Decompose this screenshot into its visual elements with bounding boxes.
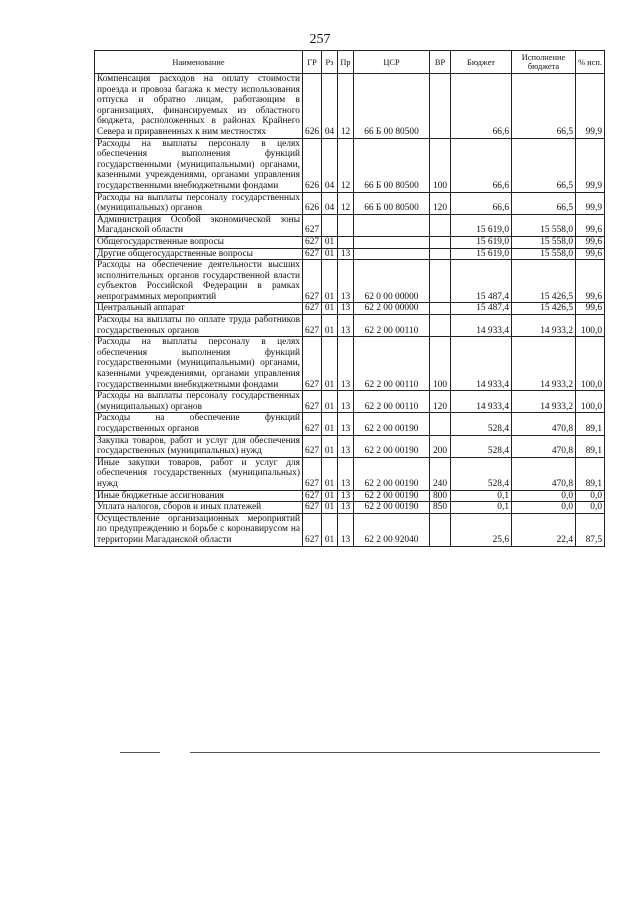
budget-execution-table [94,50,605,547]
cell-csr: 62 2 00 00110 [354,315,430,337]
cell-csr: 66 Б 00 80500 [354,192,430,214]
cell-vr [430,315,451,337]
table-row [95,248,605,260]
cell-csr: 62 2 00 00110 [354,337,430,391]
cell-gr: 627 [303,413,322,435]
cell-csr: 62 2 00 00190 [354,502,430,514]
cell-gr: 627 [303,490,322,502]
cell-name: Общегосударственные вопросы [95,236,303,248]
footer-divider-gap [160,752,190,753]
cell-percent: 87,5 [576,513,605,546]
cell-budget: 528,4 [451,457,512,490]
cell-rz: 01 [322,391,338,413]
table-row [95,513,605,546]
cell-gr: 627 [303,502,322,514]
header-rz: Рз [322,51,338,74]
cell-execution: 14 933,2 [512,337,576,391]
cell-rz: 01 [322,337,338,391]
cell-vr: 120 [430,391,451,413]
cell-percent: 89,1 [576,413,605,435]
header-budget: Бюджет [451,51,512,74]
cell-name: Расходы на выплаты персоналу в целях обеспечения выполнения функций государственными (муниципальными) органами, казенными учреждениями, органами управления государственными внебюджетными фондами [95,337,303,391]
table-row [95,457,605,490]
cell-csr: 62 2 00 00190 [354,490,430,502]
cell-name: Администрация Особой экономической зоны Магаданской области [95,214,303,236]
cell-budget: 14 933,4 [451,337,512,391]
cell-execution: 15 426,5 [512,303,576,315]
cell-gr: 627 [303,337,322,391]
cell-pr: 13 [338,260,354,303]
cell-pr: 12 [338,74,354,139]
cell-gr: 627 [303,457,322,490]
table-row [95,413,605,435]
cell-budget: 15 619,0 [451,236,512,248]
cell-execution: 470,8 [512,457,576,490]
header-row [95,51,605,74]
cell-pr [338,236,354,248]
cell-execution: 470,8 [512,435,576,457]
cell-percent: 99,9 [576,138,605,192]
cell-gr: 626 [303,192,322,214]
cell-budget: 0,1 [451,502,512,514]
cell-name: Расходы на выплаты персоналу государственных (муниципальных) органов [95,192,303,214]
cell-name: Осуществление организационных мероприятий по предупреждению и борьбе с коронавирусом на территории Магаданской области [95,513,303,546]
cell-execution: 0,0 [512,490,576,502]
cell-budget: 14 933,4 [451,315,512,337]
header-vr: ВР [430,51,451,74]
cell-name: Расходы на выплаты персоналу государственных (муниципальных) органов [95,391,303,413]
cell-rz: 01 [322,413,338,435]
cell-gr: 627 [303,214,322,236]
header-csr: ЦСР [354,51,430,74]
cell-name: Закупка товаров, работ и услуг для обеспечения государственных (муниципальных) нужд [95,435,303,457]
table-row [95,260,605,303]
cell-name: Компенсация расходов на оплату стоимости проезда и провоза багажа к месту использования отпуска и обратно лицам, работающим в организациях, финансируемых из областного бюджета, расположенных в районах Крайнего Севера и приравненных к ним местностях [95,74,303,139]
cell-csr: 62 2 00 00190 [354,457,430,490]
cell-gr: 627 [303,303,322,315]
cell-csr [354,236,430,248]
cell-percent: 100,0 [576,337,605,391]
cell-vr: 100 [430,138,451,192]
header-name: Наименование [95,51,303,74]
cell-budget: 15 487,4 [451,260,512,303]
cell-percent: 99,6 [576,236,605,248]
table-row [95,236,605,248]
cell-rz: 01 [322,315,338,337]
cell-pr: 13 [338,457,354,490]
cell-csr: 62 0 00 00000 [354,260,430,303]
cell-csr: 62 2 00 00000 [354,303,430,315]
cell-pr: 13 [338,315,354,337]
cell-percent: 89,1 [576,457,605,490]
cell-percent: 99,9 [576,74,605,139]
table-body [95,74,605,547]
cell-pr: 13 [338,413,354,435]
cell-csr [354,248,430,260]
cell-execution: 15 558,0 [512,248,576,260]
cell-budget: 15 619,0 [451,248,512,260]
cell-vr [430,513,451,546]
cell-execution: 15 426,5 [512,260,576,303]
cell-percent: 99,6 [576,303,605,315]
cell-vr [430,248,451,260]
table-row [95,490,605,502]
cell-gr: 627 [303,315,322,337]
cell-vr: 800 [430,490,451,502]
cell-budget: 15 487,4 [451,303,512,315]
cell-execution: 0,0 [512,502,576,514]
cell-budget: 66,6 [451,192,512,214]
cell-percent: 89,1 [576,435,605,457]
table-row [95,502,605,514]
cell-gr: 627 [303,513,322,546]
cell-csr: 62 2 00 00110 [354,391,430,413]
footer-divider [120,752,600,753]
cell-pr: 13 [338,435,354,457]
header-gr: ГР [303,51,322,74]
cell-csr: 62 2 00 92040 [354,513,430,546]
cell-budget: 25,6 [451,513,512,546]
table-row [95,74,605,139]
cell-rz: 01 [322,513,338,546]
cell-gr: 627 [303,236,322,248]
cell-rz: 01 [322,236,338,248]
cell-execution: 15 558,0 [512,236,576,248]
cell-pr: 12 [338,138,354,192]
cell-name: Иные закупки товаров, работ и услуг для обеспечения государственных (муниципальных) нужд [95,457,303,490]
cell-percent: 100,0 [576,391,605,413]
cell-budget: 66,6 [451,138,512,192]
cell-execution: 66,5 [512,192,576,214]
cell-percent: 99,9 [576,192,605,214]
cell-csr: 66 Б 00 80500 [354,74,430,139]
cell-vr [430,303,451,315]
cell-percent: 99,6 [576,214,605,236]
cell-vr: 240 [430,457,451,490]
cell-pr: 13 [338,513,354,546]
cell-rz: 01 [322,502,338,514]
cell-rz [322,214,338,236]
table-row [95,192,605,214]
page-number: 257 [309,32,331,47]
table-row [95,138,605,192]
cell-percent: 0,0 [576,502,605,514]
cell-gr: 626 [303,138,322,192]
cell-rz: 01 [322,457,338,490]
cell-execution: 66,5 [512,138,576,192]
cell-budget: 528,4 [451,413,512,435]
header-pr: Пр [338,51,354,74]
table-row [95,337,605,391]
cell-execution: 15 558,0 [512,214,576,236]
cell-csr: 62 2 00 00190 [354,435,430,457]
cell-execution: 14 933,2 [512,315,576,337]
cell-pr: 13 [338,303,354,315]
table-row [95,435,605,457]
cell-budget: 14 933,4 [451,391,512,413]
cell-name: Расходы на обеспечение деятельности высших исполнительных органов государственной власти субъектов Российской Федерации в рамках непрограммных мероприятий [95,260,303,303]
cell-pr: 13 [338,248,354,260]
cell-vr: 100 [430,337,451,391]
cell-budget: 528,4 [451,435,512,457]
cell-vr: 120 [430,192,451,214]
cell-name: Расходы на выплаты персоналу в целях обеспечения выполнения функций государственными (муниципальными) органами, казенными учреждениями, органами управления государственными внебюджетными фондами [95,138,303,192]
table-header [95,51,605,74]
cell-pr: 13 [338,490,354,502]
cell-percent: 0,0 [576,490,605,502]
cell-vr: 850 [430,502,451,514]
cell-percent: 99,6 [576,260,605,303]
cell-name: Уплата налогов, сборов и иных платежей [95,502,303,514]
header-percent: % исп. [576,51,605,74]
cell-rz: 01 [322,490,338,502]
table-row [95,214,605,236]
cell-rz: 01 [322,260,338,303]
cell-budget: 15 619,0 [451,214,512,236]
cell-gr: 627 [303,391,322,413]
cell-percent: 99,6 [576,248,605,260]
cell-rz: 01 [322,303,338,315]
cell-rz: 04 [322,192,338,214]
cell-csr [354,214,430,236]
cell-rz: 04 [322,138,338,192]
cell-name: Другие общегосударственные вопросы [95,248,303,260]
cell-gr: 627 [303,260,322,303]
cell-vr: 200 [430,435,451,457]
cell-budget: 66,6 [451,74,512,139]
cell-name: Расходы на выплаты по оплате труда работников государственных органов [95,315,303,337]
cell-name: Центральный аппарат [95,303,303,315]
cell-name: Расходы на обеспечение функций государственных органов [95,413,303,435]
cell-execution: 14 933,2 [512,391,576,413]
cell-budget: 0,1 [451,490,512,502]
table-row [95,303,605,315]
cell-pr: 13 [338,502,354,514]
cell-execution: 66,5 [512,74,576,139]
header-execution: Исполнение бюджета [512,51,576,74]
table-row [95,391,605,413]
cell-name: Иные бюджетные ассигнования [95,490,303,502]
cell-gr: 627 [303,248,322,260]
cell-vr [430,413,451,435]
cell-rz: 01 [322,248,338,260]
cell-execution: 22,4 [512,513,576,546]
cell-execution: 470,8 [512,413,576,435]
cell-pr: 13 [338,337,354,391]
cell-vr [430,214,451,236]
cell-percent: 100,0 [576,315,605,337]
cell-rz: 04 [322,74,338,139]
cell-pr: 13 [338,391,354,413]
cell-gr: 627 [303,435,322,457]
table-row [95,315,605,337]
cell-pr: 12 [338,192,354,214]
cell-csr: 62 2 00 00190 [354,413,430,435]
cell-vr [430,74,451,139]
cell-vr [430,260,451,303]
cell-vr [430,236,451,248]
cell-rz: 01 [322,435,338,457]
cell-csr: 66 Б 00 80500 [354,138,430,192]
cell-gr: 626 [303,74,322,139]
cell-pr [338,214,354,236]
